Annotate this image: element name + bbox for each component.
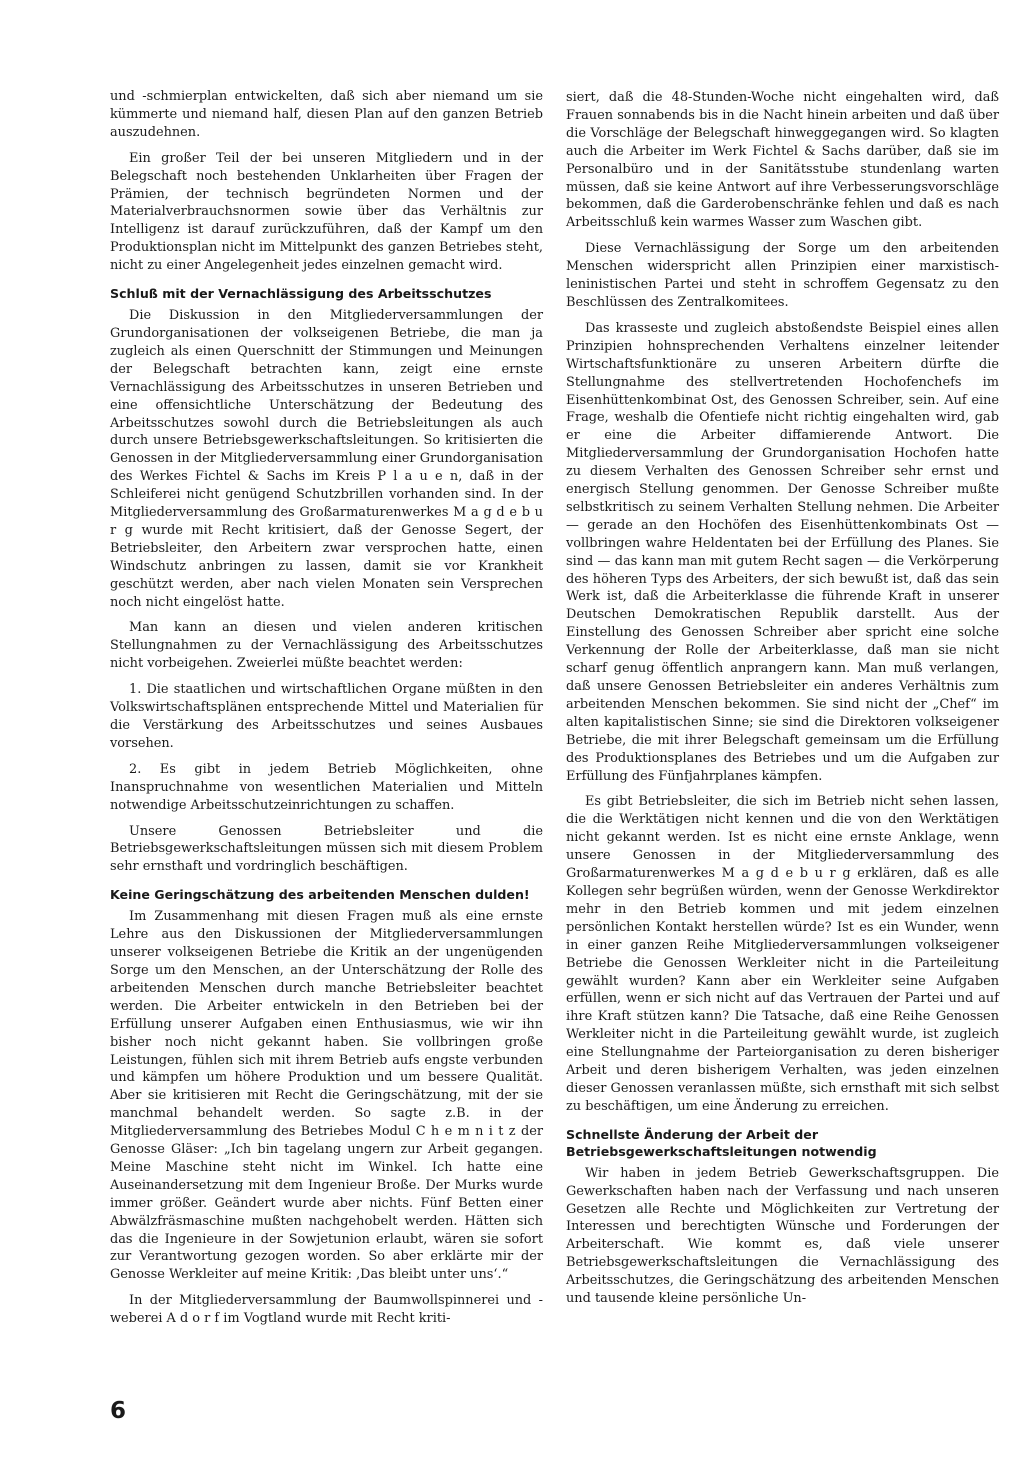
left-column [110,88,543,1336]
list-item: 2. Es gibt in jedem Betrieb Möglichkeiten, ohne Inanspruchnahme von wesentlichen Materialien und Mitteln notwendige Arbeitsschutzeinrichtungen zu schaffen. [110,761,543,813]
paragraph: Das krasseste und zugleich abstoßendste Beispiel eines allen Prinzipien hohnsprechenden Verhaltens einzelner leitender Wirtschaftsfunktionäre zu unseren Arbeitern dürfte die Stellungnahme des stellvertretenden Hochofenchefs im Eisenhüttenkombinat Ost, des Genossen Schreiber, sein. Auf eine Frage, weshalb die Ofentiefe nicht richtig eingehalten wird, gab er eine die Arbeiter diffamierende Antwort. Die Mitgliederversammlung der Grundorganisation Hochofen hatte zu diesem Verhalten des Genossen Schreiber sehr ernst und energisch Stellung genommen. Der Genosse Schreiber mußte selbstkritisch zu seinem Verhalten Stellung nehmen. Die Arbeiter — gerade an den Hochöfen des Eisenhüttenkombinats Ost — vollbringen wahre Heldentaten bei der Erfüllung des Planes. Sie sind — das kann man mit gutem Recht sagen — die Verkörperung des höheren Typs des Arbeiters, der sich bewußt ist, daß das sein Werk ist, daß die Arbeiterklasse die führende Kraft in unserer Deutschen Demokratischen Republik darstellt. Aus der Einstellung des Genossen Schreiber aber spricht eine solche Verkennung der Rolle der Arbeiterklasse, daß man sie nicht scharf genug öffentlich anprangern kann. Man muß verlangen, daß unsere Genossen Betriebsleiter ein anderes Verhältnis zum arbeitenden Menschen bekommen. Sie sind nicht der „Chef“ im alten kapitalistischen Sinne; sie sind die Direktoren volkseigener Betriebe, die mit ihrer Belegschaft gemeinsam um die Erfüllung des Produktionsplanes des Betriebes und um die Aufgaben zur Erfüllung des Fünfjahrplanes kämpfen. [566,320,999,784]
section-heading: Keine Geringschätzung des arbeitenden Menschen dulden! [110,887,530,903]
paragraph: Man kann an diesen und vielen anderen kritischen Stellungnahmen zu der Vernachlässigung des Arbeitsschutzes nicht vorbeigehen. Zweierlei müßte beachtet werden: [110,620,543,672]
right-column [566,89,999,1316]
paragraph: Im Zusammenhang mit diesen Fragen muß als eine ernste Lehre aus den Diskussionen der Mitgliederversammlungen unserer volkseigenen Betriebe die Kritik an der ungenügenden Sorge um den Menschen, an der Unterschätzung der Rolle des arbeitenden Menschen durch manche Betriebsleiter beachtet werden. Die Arbeiter entwickeln in den Betrieben bei der Erfüllung unserer Aufgaben einen Enthusiasmus, wie wir ihn bisher noch nicht gekannt haben. Sie vollbringen große Leistungen, fühlen sich mit ihrem Betrieb aufs engste verbunden und kämpfen um höhere Produktion und um bessere Qualität. Aber sie kritisieren mit Recht die Geringschätzung, mit der sie manchmal behandelt werden. So sagte z.B. in der Mitgliederversammlung des Betriebes Modul C h e m n i t z der Genosse Gläser: „Ich bin tagelang ungern zur Arbeit gegangen. Meine Maschine steht nicht im Winkel. Ich hatte eine Auseinandersetzung mit dem Ingenieur Broße. Der Murks wurde immer größer. Geändert wurde aber nichts. Fünf Betten einer Abwälzfräsmaschine mußten nachgehobelt werden. Hätten sich das die Ingenieure in der Sowjetunion erlaubt, wären sie sofort zur Verantwortung gezogen worden. So aber erklärte mir der Genosse Werkleiter auf meine Kritik: ‚Das bleibt unter uns‘.“ [110,909,543,1283]
paragraph: Es gibt Betriebsleiter, die sich im Betrieb nicht sehen lassen, die die Werktätigen nicht kennen und die von den Werktätigen nicht gekannt werden. Ist es nicht eine ernste Anklage, wenn unsere Genossen in der Mitgliederversammlung des Großarmaturenwerkes M a g d e b u r g erklären, daß es alle Kollegen sehr begrüßen würden, wenn der Genosse Werkdirektor mehr in den Betrieb kommen und mit jedem einzelnen persönlichen Kontakt herstellen würde? Ist es ein Wunder, wenn in einer ganzen Reihe Mitgliederversammlungen volkseigener Betriebe die Genossen Werkleiter nicht in die Parteileitung gewählt wurden? Kann aber ein Werkleiter seine Aufgaben erfüllen, wenn er sich nicht auf das Vertrauen der Partei und auf ihre Kraft stützen kann? Die Tatsache, daß eine Reihe Genossen Werkleiter nicht in die Parteileitung gewählt wurde, ist zugleich eine Stellungnahme der Parteiorganisation zu deren bisheriger Arbeit und deren bisherigem Verhalten, was jeden einzelnen dieser Genossen veranlassen müßte, sich ernsthaft mit sich selbst zu beschäftigen, um eine Änderung zu erreichen. [566,794,999,1114]
paragraph: Die Diskussion in den Mitgliederversammlungen der Grundorganisationen der volkseigenen Betriebe, die man ja zugleich als einen Querschnitt der Stimmungen und Meinungen der Belegschaft betrachten kann, zeigt eine ernste Vernachlässigung des Arbeitsschutzes in unseren Betrieben und eine offensichtliche Unterschätzung der Bedeutung des Arbeitsschutzes sowohl durch die Betriebsleitungen als auch durch unsere Betriebsgewerkschaftsleitungen. So kritisierten die Genossen in der Mitgliederversammlung einer Grundorganisation des Werkes Fichtel & Sachs im Kreis P l a u e n, daß in der Schleiferei nicht genügend Schutzbrillen vorhanden sind. In der Mitgliederversammlung des Großarmaturenwerkes M a g d e b u r g wurde mit Recht kritisiert, daß der Genosse Segert, der Betriebsleiter, den Arbeitern zwar versprochen hatte, einen Windschutz anbringen zu lassen, damit sie vor Krankheit geschützt werden, aber nach vielen Monaten sein Versprechen noch nicht eingelöst hatte. [110,308,543,610]
section-heading: Schluß mit der Vernachlässigung des Arbeitsschutzes [110,286,492,302]
list-item: 1. Die staatlichen und wirtschaftlichen Organe müßten in den Volkswirtschaftsplänen entsprechende Mittel und Materialien für die Verstärkung des Arbeitsschutzes und seines Ausbaues vorsehen. [110,682,543,751]
paragraph: Unsere Genossen Betriebsleiter und die Betriebsgewerkschaftsleitungen müssen sich mit diesem Problem sehr ernsthaft und vordringlich beschäftigen. [110,823,543,875]
paragraph: Wir haben in jedem Betrieb Gewerkschaftsgruppen. Die Gewerkschaften haben nach der Verfassung und nach unseren Gesetzen alle Rechte und Möglichkeiten zur Vertretung der Interessen und berechtigten Wünsche und Forderungen der Arbeiterschaft. Wie kommt es, daß viele unserer Betriebsgewerkschaftsleitungen die Vernachlässigung des Arbeitsschutzes, die Geringschätzung des arbeitenden Menschen und tausende kleine persönliche Un- [566,1165,999,1307]
paragraph: und -schmierplan entwickelten, daß sich aber niemand um sie kümmerte und niemand half, diesen Plan auf den ganzen Betrieb auszudehnen. [110,89,543,140]
page-number: 6 [110,1398,127,1424]
paragraph: Ein großer Teil der bei unseren Mitgliedern und in der Belegschaft noch bestehenden Unklarheiten über Fragen der Prämien, der technisch begründeten Normen und der Materialverbrauchsnormen sowie über das Verhältnis zur Intelligenz ist darauf zurückzuführen, daß der Kampf um den Produktionsplan nicht im Mittelpunkt des ganzen Betriebes steht, nicht zu einer Angelegenheit jedes einzelnen gemacht wird. [110,150,543,274]
paragraph: In der Mitgliederversammlung der Baumwollspinnerei und -weberei A d o r f im Vogtland wurde mit Recht kriti- [110,1293,543,1327]
paragraph: Diese Vernachlässigung der Sorge um den arbeitenden Menschen widerspricht allen Prinzipien einer marxistisch-leninistischen Partei und steht in schroffem Gegensatz zu den Beschlüssen des Zentralkomitees. [566,241,999,310]
paragraph: siert, daß die 48-Stunden-Woche nicht eingehalten wird, daß Frauen sonnabends bis in die Nacht hinein arbeiten und daß über die Vorschläge der Belegschaft hinweggegangen wird. So klagten auch die Arbeiter im Werk Fichtel & Sachs darüber, daß sie im Personalbüro und in der Sanitätsstube stundenlang warten müssen, daß sie keine Antwort auf ihre Verbesserungsvorschläge bekommen, daß die Garderobenschränke fehlen und daß es nach Arbeitsschluß kein warmes Wasser zum Waschen gibt. [566,90,999,231]
section-heading: Schnellste Änderung der Arbeit der Betriebsgewerkschaftsleitungen notwendig [566,1126,877,1159]
